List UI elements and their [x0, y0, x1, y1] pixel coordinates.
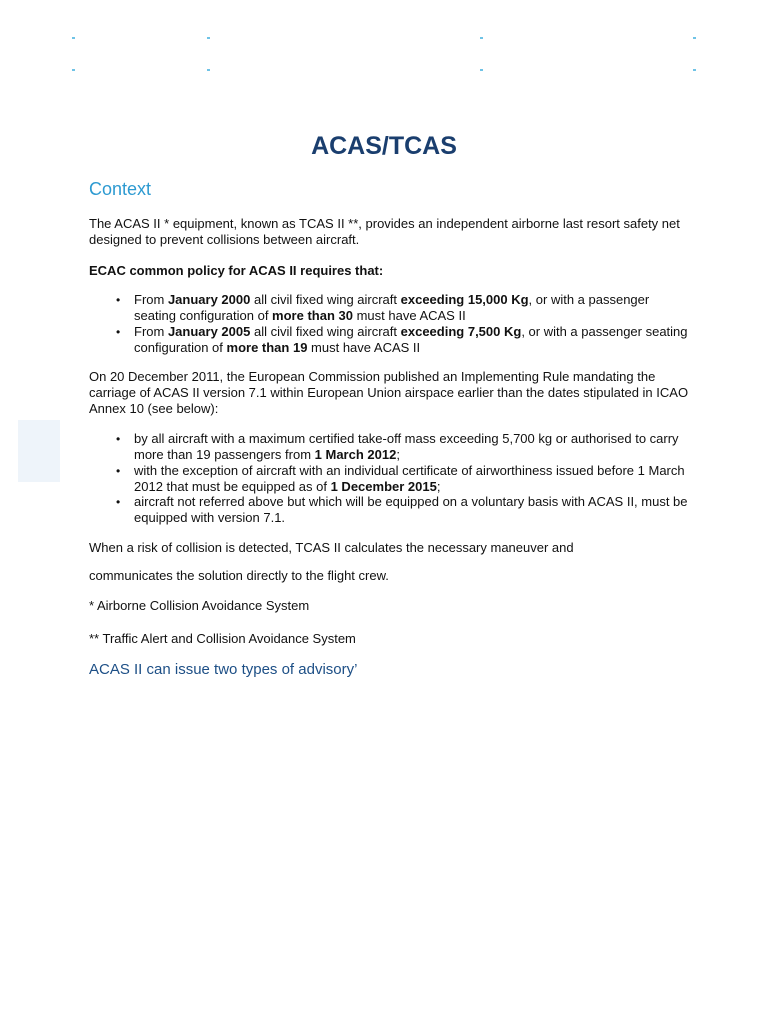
- header-dot: [480, 37, 483, 39]
- header-dot: [693, 37, 696, 39]
- advisory-subheading: ACAS II can issue two types of advisory’: [89, 661, 358, 678]
- risk-line: When a risk of collision is detected, TCAS II calculates the necessary maneuver and: [89, 540, 574, 555]
- page-title: ACAS/TCAS: [311, 132, 457, 160]
- policy-item: From January 2005 all civil fixed wing aircraft exceeding 7,500 Kg, or with a passenger seating configuration of more than 19 must have ACAS II: [134, 324, 688, 355]
- intro-paragraph: The ACAS II * equipment, known as TCAS II **, provides an independent airborne last resort safety net designed to prevent collisions between aircraft.: [89, 216, 680, 247]
- bullet: •: [116, 325, 121, 339]
- bullet: •: [116, 464, 121, 478]
- section-heading: Context: [89, 179, 152, 199]
- bullet: •: [116, 495, 121, 509]
- header-dot: [207, 37, 210, 39]
- bullet: •: [116, 432, 121, 446]
- header-dot: [207, 69, 210, 71]
- faint-watermark: [18, 420, 60, 482]
- rule-item: with the exception of aircraft with an individual certificate of airworthiness issued before 1 March 2012 that must be equipped as of 1 December 2015;: [134, 463, 685, 494]
- policy-heading: ECAC common policy for ACAS II requires that:: [89, 263, 384, 278]
- rule-item: aircraft not referred above but which will be equipped on a voluntary basis with ACAS II, must be equipped with version 7.1.: [134, 494, 688, 525]
- footnote-acas: * Airborne Collision Avoidance System: [89, 598, 310, 613]
- footnote-tcas: ** Traffic Alert and Collision Avoidance System: [89, 631, 356, 646]
- header-dot: [72, 37, 75, 39]
- header-dot: [72, 69, 75, 71]
- bullet: •: [116, 293, 121, 307]
- rule-item: by all aircraft with a maximum certified take-off mass exceeding 5,700 kg or authorised to carry more than 19 passengers from 1 March 2012;: [134, 431, 679, 462]
- header-dot: [693, 69, 696, 71]
- commission-paragraph: On 20 December 2011, the European Commission published an Implementing Rule mandating the carriage of ACAS II version 7.1 within European Union airspace earlier than the dates stipulated in ICAO Annex 10 (see below):: [89, 369, 689, 416]
- risk-line: communicates the solution directly to the flight crew.: [89, 568, 389, 583]
- policy-item: From January 2000 all civil fixed wing aircraft exceeding 15,000 Kg, or with a passenger seating configuration of more than 30 must have ACAS II: [134, 292, 650, 323]
- header-dot: [480, 69, 483, 71]
